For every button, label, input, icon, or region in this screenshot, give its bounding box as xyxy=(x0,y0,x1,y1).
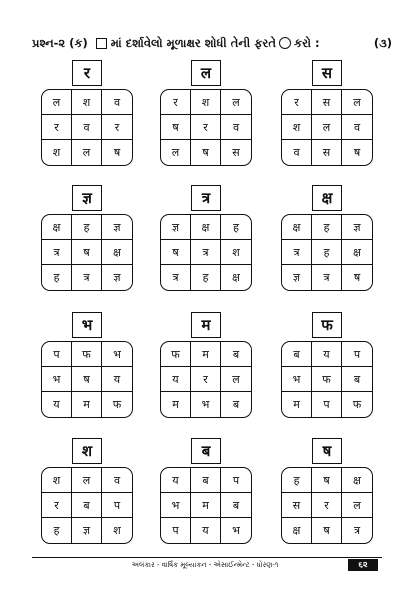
grid-cell[interactable]: र xyxy=(191,115,221,140)
grid-cell[interactable]: भ xyxy=(282,367,312,392)
letter-grid xyxy=(160,89,252,166)
grid-cell[interactable]: फ xyxy=(352,398,362,411)
grid-cell[interactable]: ह xyxy=(191,265,221,290)
grid-cell[interactable]: र xyxy=(42,493,72,518)
grid-cell[interactable]: भ xyxy=(191,392,221,417)
target-letter-box: र xyxy=(72,60,102,86)
target-letter-box: स xyxy=(312,60,342,86)
target-letter-box: ब xyxy=(191,438,221,464)
grid-cell[interactable]: र xyxy=(42,115,72,140)
grid-cell[interactable]: य xyxy=(161,468,191,493)
grid-cell[interactable]: ष xyxy=(353,271,361,284)
question-number: પ્રશ્ન-૨ (ક) xyxy=(32,35,88,50)
grid-cell[interactable]: व xyxy=(72,115,102,140)
letter-grid xyxy=(281,89,373,166)
grid-cell[interactable]: भ xyxy=(161,493,191,518)
grid-cell[interactable]: ज्ञ xyxy=(72,518,102,543)
grid-cell[interactable]: श xyxy=(282,115,312,140)
grid-cell[interactable]: ब xyxy=(191,468,221,493)
grid-cell[interactable]: श xyxy=(42,140,72,165)
grid-cell[interactable]: प xyxy=(42,342,72,367)
grid-cell[interactable]: ल xyxy=(42,90,72,115)
grid-cell[interactable]: प xyxy=(161,518,191,543)
grid-cell[interactable]: म xyxy=(191,342,221,367)
grid-cell[interactable]: ज्ञ xyxy=(113,271,121,284)
grid-cell[interactable]: ष xyxy=(113,146,121,159)
letter-grid xyxy=(281,341,373,418)
grid-cell[interactable]: ह xyxy=(312,240,342,265)
grid-cell[interactable]: क्ष xyxy=(282,215,312,240)
grid-cell[interactable]: ब xyxy=(221,342,251,367)
letter-grid xyxy=(41,214,133,291)
grid-cell[interactable]: ष xyxy=(353,146,361,159)
grid-cell[interactable]: ब xyxy=(232,398,240,411)
circle-icon xyxy=(279,37,291,49)
grid-cell[interactable]: ष xyxy=(72,367,102,392)
grid-cell[interactable]: म xyxy=(161,392,191,417)
grid-cell[interactable]: र xyxy=(191,367,221,392)
grid-cell[interactable]: ष xyxy=(161,240,191,265)
grid-cell[interactable]: र xyxy=(102,115,132,140)
target-letter-box: म xyxy=(191,312,221,338)
grid-cell[interactable]: क्ष xyxy=(191,215,221,240)
grid-cell[interactable]: व xyxy=(342,115,372,140)
grid-cell[interactable]: ल xyxy=(221,367,251,392)
target-letter-box: ष xyxy=(312,438,342,464)
marks-label: (૩) xyxy=(373,35,392,50)
grid-cell[interactable]: ह xyxy=(42,518,72,543)
grid-cell[interactable]: फ xyxy=(72,342,102,367)
target-letter-box: फ xyxy=(312,312,342,338)
target-letter-box: भ xyxy=(72,312,102,338)
grid-cell[interactable]: य xyxy=(312,342,342,367)
grid-cell[interactable]: र xyxy=(161,90,191,115)
grid-cell[interactable]: ह xyxy=(72,215,102,240)
letter-grid xyxy=(160,467,252,544)
target-letter-box: श xyxy=(72,438,102,464)
grid-cell[interactable]: ष xyxy=(312,468,342,493)
grid-cell[interactable]: त्र xyxy=(42,240,72,265)
page-number: ૬૨ xyxy=(348,559,378,571)
grid-cell[interactable]: त्र xyxy=(161,265,191,290)
grid-cell[interactable]: प xyxy=(312,392,342,417)
instruction-suffix: કરો : xyxy=(294,35,320,50)
grid-cell[interactable]: ज्ञ xyxy=(161,215,191,240)
grid-cell[interactable]: श xyxy=(72,90,102,115)
grid-cell[interactable]: ष xyxy=(161,115,191,140)
grid-cell[interactable]: क्ष xyxy=(102,240,132,265)
grid-cell[interactable]: ह xyxy=(221,215,251,240)
grid-cell[interactable]: ल xyxy=(342,90,372,115)
grid-cell[interactable]: य xyxy=(42,392,72,417)
grid-cell[interactable]: म xyxy=(191,493,221,518)
grid-cell[interactable]: ष xyxy=(312,518,342,543)
grid-cell[interactable]: ह xyxy=(312,215,342,240)
grid-cell[interactable]: श xyxy=(191,90,221,115)
grid-cell[interactable]: ह xyxy=(42,265,72,290)
grid-cell[interactable]: क्ष xyxy=(42,215,72,240)
grid-cell[interactable]: श xyxy=(113,524,121,537)
grid-cell[interactable]: भ xyxy=(232,524,240,537)
target-letter-box: क्ष xyxy=(312,185,342,211)
grid-cell[interactable]: स xyxy=(282,493,312,518)
grid-cell[interactable]: ल xyxy=(221,90,251,115)
grid-cell[interactable]: प xyxy=(342,342,372,367)
letter-grid xyxy=(41,89,133,166)
grid-cell[interactable]: भ xyxy=(102,342,132,367)
instruction-text: માં દર્શાવેલો મૂળાક્ષર શોધી તેની ફરતે xyxy=(110,35,276,50)
grid-cell[interactable]: ब xyxy=(282,342,312,367)
grid-cell[interactable]: स xyxy=(232,146,240,159)
grid-cell[interactable]: भ xyxy=(42,367,72,392)
footer-text: અલંકાર - વાર્ષિક મૂલ્યાંકન - એસાઈન્મેન્ટ - ધોરણ-૧ xyxy=(131,561,279,569)
grid-cell[interactable]: प xyxy=(102,493,132,518)
grid-cell[interactable]: य xyxy=(102,367,132,392)
grid-cell[interactable]: ल xyxy=(342,493,372,518)
grid-cell[interactable]: य xyxy=(191,518,221,543)
grid-cell[interactable]: फ xyxy=(112,398,122,411)
grid-cell[interactable]: क्ष xyxy=(342,240,372,265)
grid-cell[interactable]: ज्ञ xyxy=(102,215,132,240)
grid-cell[interactable]: त्र xyxy=(72,265,102,290)
grid-cell[interactable]: व xyxy=(282,140,312,165)
letter-grid xyxy=(41,467,133,544)
grid-cell[interactable]: त्र xyxy=(282,240,312,265)
grid-cell[interactable]: क्ष xyxy=(342,468,372,493)
grid-cell[interactable]: ह xyxy=(282,468,312,493)
grid-cell[interactable]: ब xyxy=(342,367,372,392)
grid-cell[interactable]: र xyxy=(282,90,312,115)
grid-cell[interactable]: ल xyxy=(312,115,342,140)
target-letter-box: ल xyxy=(191,60,221,86)
grid-cell[interactable]: म xyxy=(72,392,102,417)
grid-cell[interactable]: य xyxy=(161,367,191,392)
grid-cell[interactable]: प xyxy=(221,468,251,493)
grid-cell[interactable]: ष xyxy=(72,240,102,265)
square-box-icon xyxy=(96,38,107,49)
grid-cell[interactable]: स xyxy=(312,140,342,165)
grid-cell[interactable]: त्र xyxy=(353,524,361,537)
grid-cell[interactable]: व xyxy=(221,115,251,140)
grid-cell[interactable]: ब xyxy=(72,493,102,518)
grid-cell[interactable]: र xyxy=(312,493,342,518)
grid-cell[interactable]: ज्ञ xyxy=(282,265,312,290)
grid-cell[interactable]: ज्ञ xyxy=(342,215,372,240)
grid-cell[interactable]: म xyxy=(282,392,312,417)
grid-cell[interactable]: व xyxy=(102,468,132,493)
grid-cell[interactable]: क्ष xyxy=(232,271,240,284)
grid-cell[interactable]: श xyxy=(42,468,72,493)
footer-divider xyxy=(32,557,382,558)
letter-grid xyxy=(281,467,373,544)
grid-cell[interactable]: व xyxy=(102,90,132,115)
grid-cell[interactable]: ल xyxy=(161,140,191,165)
instruction-line xyxy=(32,33,392,53)
grid-cell[interactable]: त्र xyxy=(191,240,221,265)
letter-grid xyxy=(160,214,252,291)
letter-grid xyxy=(281,214,373,291)
grid-cell[interactable]: फ xyxy=(312,367,342,392)
letter-grid xyxy=(160,341,252,418)
target-letter-box: त्र xyxy=(191,185,221,211)
grid-cell[interactable]: त्र xyxy=(312,265,342,290)
grid-cell[interactable]: फ xyxy=(161,342,191,367)
grid-cell[interactable]: स xyxy=(312,90,342,115)
letter-grid xyxy=(41,341,133,418)
grid-cell[interactable]: श xyxy=(221,240,251,265)
grid-cell[interactable]: ष xyxy=(191,140,221,165)
target-letter-box: ज्ञ xyxy=(72,185,102,211)
grid-cell[interactable]: क्ष xyxy=(282,518,312,543)
grid-cell[interactable]: ब xyxy=(221,493,251,518)
grid-cell[interactable]: ल xyxy=(72,140,102,165)
grid-cell[interactable]: ल xyxy=(72,468,102,493)
